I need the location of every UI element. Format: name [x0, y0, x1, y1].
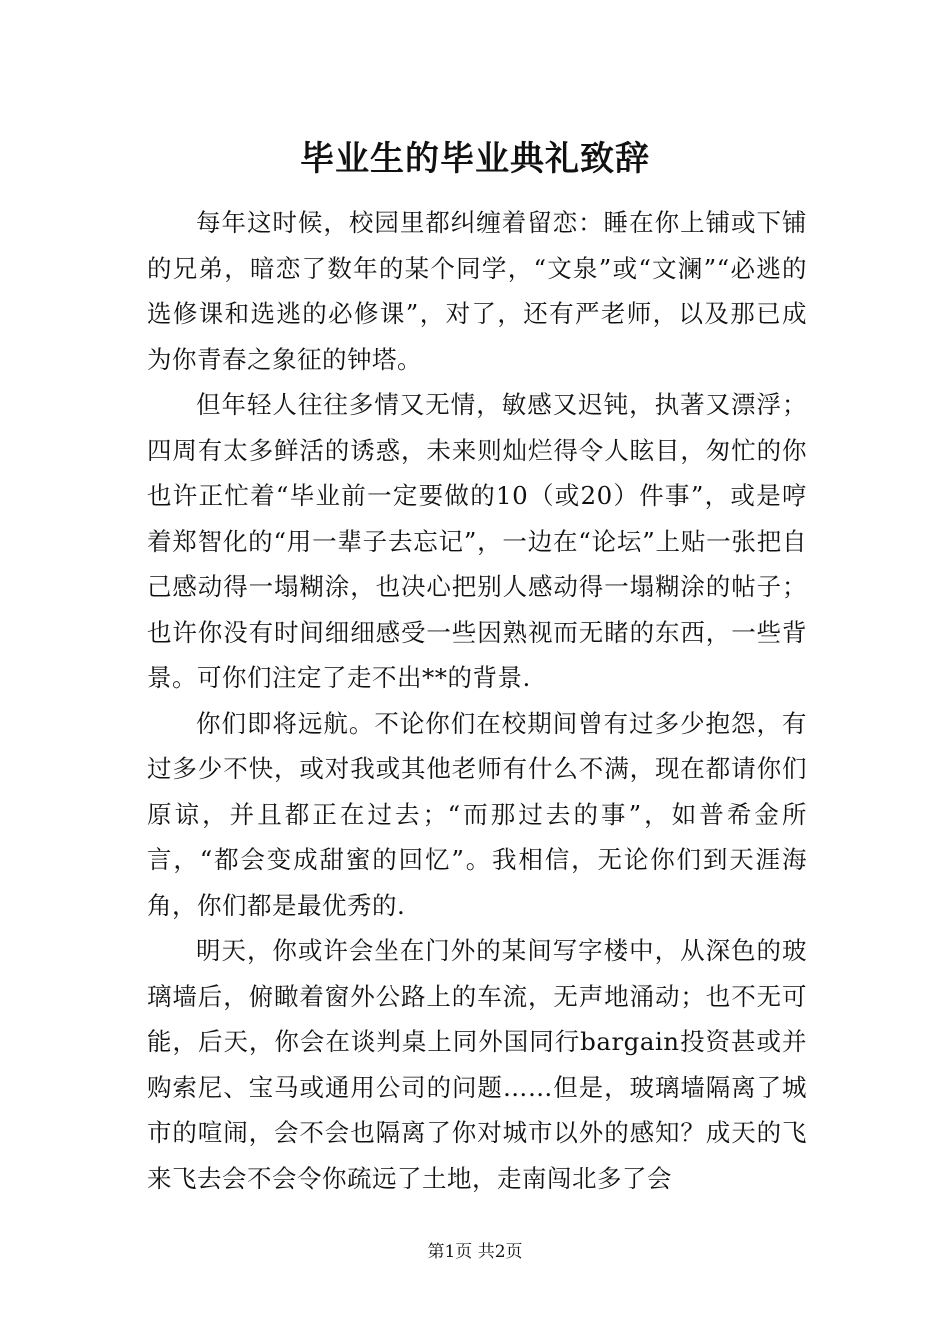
paragraph-4: 明天，你或许会坐在门外的某间写字楼中，从深色的玻璃墙后，俯瞰着窗外公路上的车流，无声地涌动；也不无可能，后天，你会在谈判桌上同外国同行bargain投资甚或并购索尼、宝马或通用公司的问题……但是，玻璃墙隔离了城市的喧闹，会不会也隔离了你对城市以外的感知？成天的飞来飞去会不会令你疏远了土地，走南闯北多了会: [147, 936, 807, 1193]
page-number-footer: 第1页 共2页: [427, 1242, 523, 1262]
paragraph-2: 但年轻人往往多情又无情，敏感又迟钝，执著又漂浮；四周有太多鲜活的诱惑，未来则灿烂得令人眩目，匆忙的你也许正忙着“毕业前一定要做的10（或20）件事”，或是哼着郑智化的“用一辈子去忘记”，一边在“论坛”上贴一张把自己感动得一塌糊涂，也决心把别人感动得一塌糊涂的帖子；也许你没有时间细细感受一些因熟视而无睹的东西，一些背景。可你们注定了走不出**的背景.: [147, 390, 807, 692]
paragraph-1: 每年这时候，校园里都纠缠着留恋：睡在你上铺或下铺的兄弟，暗恋了数年的某个同学，“文泉”或“文澜”“必逃的选修课和选逃的必修课”，对了，还有严老师，以及那已成为你青春之象征的钟塔。: [147, 208, 807, 374]
document-body: [147, 200, 807, 1201]
paragraph-3: 你们即将远航。不论你们在校期间曾有过多少抱怨，有过多少不快，或对我或其他老师有什么不满，现在都请你们原谅，并且都正在过去；“而那过去的事”，如普希金所言，“都会变成甜蜜的回忆”。我相信，无论你们到天涯海角，你们都是最优秀的.: [147, 708, 807, 920]
document-title: 毕业生的毕业典礼致辞: [300, 139, 650, 179]
